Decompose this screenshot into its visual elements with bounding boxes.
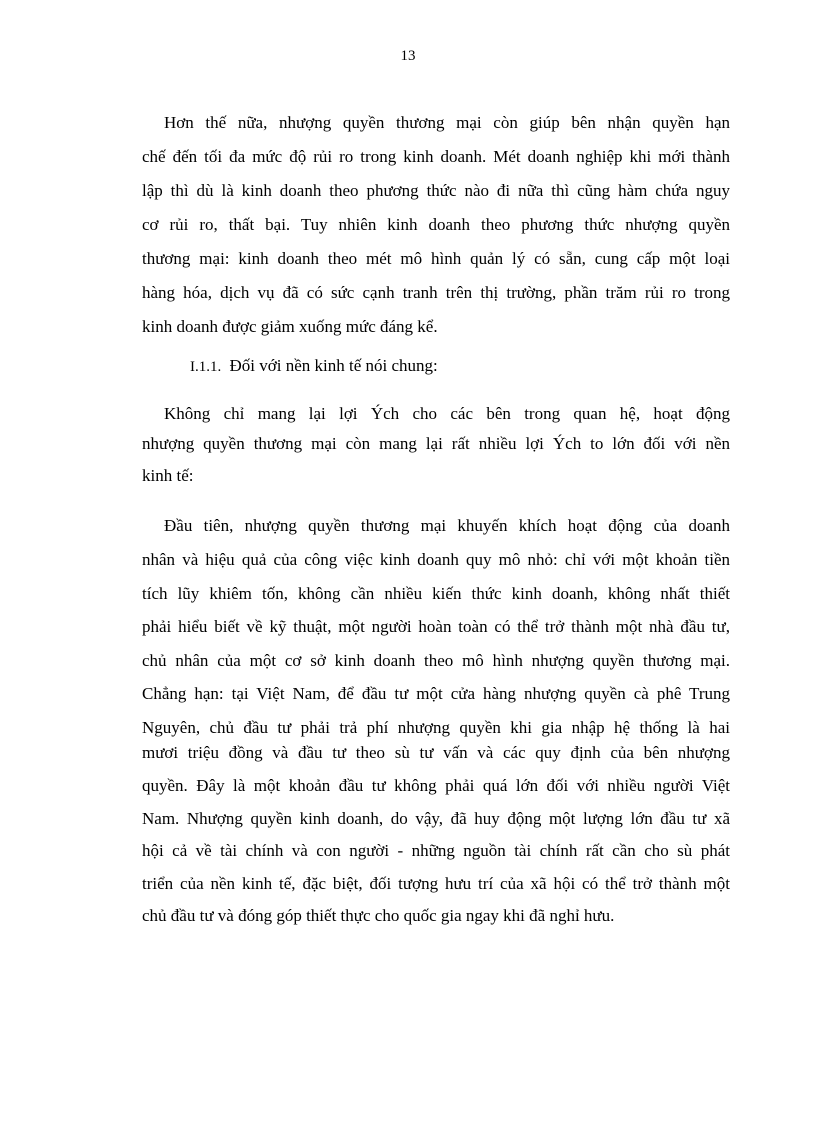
paragraph-line: triển của nền kinh tế, đặc biệt, đối tượng hưu trí của xã hội có thể trở thành một [142,874,730,893]
paragraph-line: lập thì dù là kinh doanh theo phương thức nào đi nữa thì cũng hàm chứa nguy [142,181,730,200]
paragraph-line: tích lũy khiêm tốn, không cần nhiều kiến thức kinh doanh, không nhất thiết [142,584,730,603]
paragraph-line: cơ rủi ro, thất bại. Tuy nhiên kinh doanh theo phương thức nhượng quyền [142,215,730,234]
paragraph-line: hàng hóa, dịch vụ đã có sức cạnh tranh trên thị trường, phần trăm rủi ro trong [142,283,730,302]
paragraph-line: chủ nhân của một cơ sở kinh doanh theo mô hình nhượng quyền thương mại. [142,651,730,670]
paragraph-line: Không chỉ mang lại lợi Ých cho các bên trong quan hệ, hoạt động [164,404,730,423]
paragraph-line: Hơn thế nữa, nhượng quyền thương mại còn giúp bên nhận quyền hạn [164,113,730,132]
paragraph-line: kinh doanh được giảm xuống mức đáng kể. [142,317,438,336]
paragraph-line: thương mại: kinh doanh theo mét mô hình quản lý có sẵn, cung cấp một loại [142,249,730,268]
paragraph-line: phải hiểu biết về kỹ thuật, một người hoàn toàn có thể trở thành một nhà đầu tư, [142,617,730,636]
paragraph-line: nhân và hiệu quả của công việc kinh doanh quy mô nhỏ: chỉ với một khoản tiền [142,550,730,569]
paragraph-line: Đầu tiên, nhượng quyền thương mại khuyến khích hoạt động của doanh [164,516,730,535]
paragraph-line: mươi triệu đồng và đầu tư theo sù tư vấn và các quy định của bên nhượng [142,743,730,762]
paragraph-line: Nam. Nhượng quyền kinh doanh, do vậy, đã huy động một lượng lớn đầu tư xã [142,809,730,828]
paragraph-line: Chẳng hạn: tại Việt Nam, để đầu tư một cửa hàng nhượng quyền cà phê Trung [142,684,730,703]
page-number: 13 [400,48,416,64]
paragraph-line: quyền. Đây là một khoản đầu tư không phải quá lớn đối với nhiều người Việt [142,776,730,795]
paragraph-line: Nguyên, chủ đầu tư phải trả phí nhượng quyền khi gia nhập hệ thống là hai [142,718,730,737]
paragraph-line: kinh tế: [142,466,194,485]
paragraph-line: chế đến tối đa mức độ rủi ro trong kinh doanh. Mét doanh nghiệp khi mới thành [142,147,730,166]
section-heading [190,353,438,380]
paragraph-line: chủ đầu tư và đóng góp thiết thực cho quốc gia ngay khi đã nghỉ hưu. [142,906,615,925]
paragraph-line: hội cả về tài chính và con người - những nguồn tài chính rất cần cho sù phát [142,841,730,860]
section-title: Đối với nền kinh tế nói chung: [229,356,438,375]
paragraph-line: nhượng quyền thương mại còn mang lại rất nhiều lợi Ých to lớn đối với nền [142,434,730,453]
section-number: I.1.1. [190,359,222,375]
